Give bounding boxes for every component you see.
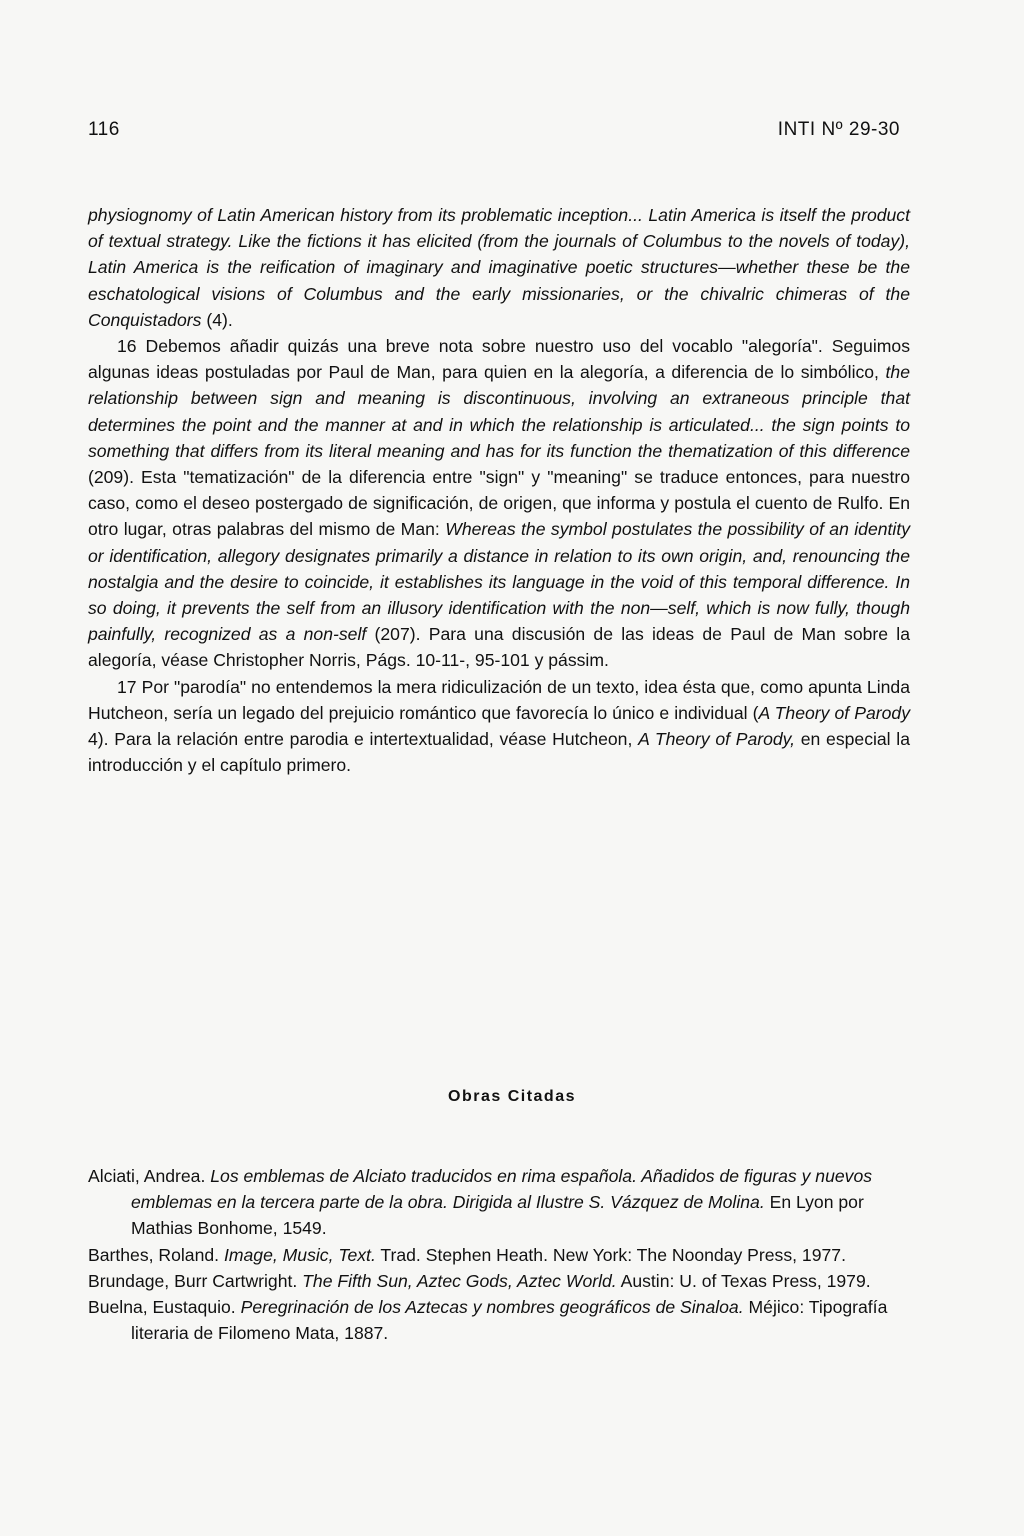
note-16-quote: the relationship between sign and meaning is discontinuous, involving an extraneous principle that determines the point and the manner at and in which the relationship is articulated... the sign points to something that differs from its literal meaning and has for its function the thematization of this difference <box>88 362 910 461</box>
reference-entry <box>88 1294 910 1346</box>
ref-author: Buelna, Eustaquio. <box>88 1297 241 1318</box>
ref-author: Barthes, Roland. <box>88 1244 224 1265</box>
note-16-text-3: (207). Para una discusión de las ideas de Paul de Man sobre la alegoría, véase Christopher Norris, Págs. 10-11-, 95-101 y pássim. <box>88 624 910 671</box>
note-17-text: 17 Por "parodía" no entendemos la mera ridiculización de un texto, idea ésta que, como apunta Linda Hutcheon, sería un legado del prejuicio romántico que favorecía lo único e individual ( <box>88 676 910 723</box>
page-header <box>88 119 900 141</box>
ref-title: Los emblemas de Alciato traducidos en rima española. Añadidos de figuras y nuevos emblemas en la tercera parte de la obra. Dirigida al Ilustre S. Vázquez de Molina. <box>131 1166 873 1213</box>
notes-body <box>88 202 910 778</box>
note-16-text: 16 Debemos añadir quizás una breve nota sobre nuestro uso del vocablo "alegoría". Seguimos algunas ideas postuladas por Paul de Man, para quien en la alegoría, a diferencia de lo simbólico, <box>88 336 910 383</box>
quote-italic: physiognomy of Latin American history from its problematic inception... Latin America is itself the product of textual strategy. Like the fictions it has elicited (from the journals of Columbus to the novels of today), Latin America is the reification of imaginary and imaginative poetic structures—whether these be the eschatological visions of Columbus and the early missionaries, or the chivalric chimeras of the Conquistadors <box>88 205 910 330</box>
citation: (4). <box>201 309 233 330</box>
ref-title: Peregrinación de los Aztecas y nombres geográficos de Sinaloa. <box>240 1297 744 1318</box>
reference-entry <box>88 1163 910 1242</box>
ref-author: Brundage, Burr Cartwright. <box>88 1270 303 1291</box>
ref-publication: Trad. Stephen Heath. New York: The Noonday Press, 1977. <box>375 1244 846 1265</box>
note-16 <box>88 333 910 674</box>
journal-issue: INTI Nº 29-30 <box>777 119 900 140</box>
note-17-title-2: A Theory of Parody, <box>638 729 796 750</box>
note-17-title: A Theory of Parody <box>758 702 910 723</box>
note-17 <box>88 674 910 779</box>
note-16-text-2: (209). Esta "tematización" de la diferencia entre "sign" y "meaning" se traduce entonces, para nuestro caso, como el deseo postergado de significación, de origen, que informa y postula el cuento de Rulfo. En otro lugar, otras palabras del mismo de Man: <box>88 467 910 540</box>
page-number: 116 <box>88 119 120 140</box>
ref-publication: En Lyon por Mathias Bonhome, 1549. <box>131 1192 864 1239</box>
note-16-quote-2: Whereas the symbol postulates the possibility of an identity or identification, allegory designates primarily a distance in relation to its own origin, and, renouncing the nostalgia and the desire to coincide, it establishes its language in the void of this temporal difference. In so doing, it prevents the self from an illusory identification with the non—self, which is now fully, though painfully, recognized as a non-self <box>88 519 911 645</box>
works-cited-heading: Obras Citadas <box>448 1088 576 1105</box>
note-paragraph-continued <box>88 202 910 333</box>
ref-author: Alciati, Andrea. <box>88 1166 211 1186</box>
ref-publication: Austin: U. of Texas Press, 1979. <box>616 1270 871 1291</box>
ref-title: Image, Music, Text. <box>223 1244 376 1265</box>
ref-publication: Méjico: Tipografía literaria de Filomeno Mata, 1887. <box>131 1297 888 1344</box>
reference-entry <box>88 1242 910 1268</box>
reference-entry <box>88 1268 910 1294</box>
note-17-text-2: 4). Para la relación entre parodia e intertextualidad, véase Hutcheon, <box>88 729 639 750</box>
note-17-text-3: en especial la introducción y el capítulo primero. <box>88 729 910 776</box>
ref-title: The Fifth Sun, Aztec Gods, Aztec World. <box>302 1270 617 1291</box>
works-cited-list <box>88 1163 910 1346</box>
